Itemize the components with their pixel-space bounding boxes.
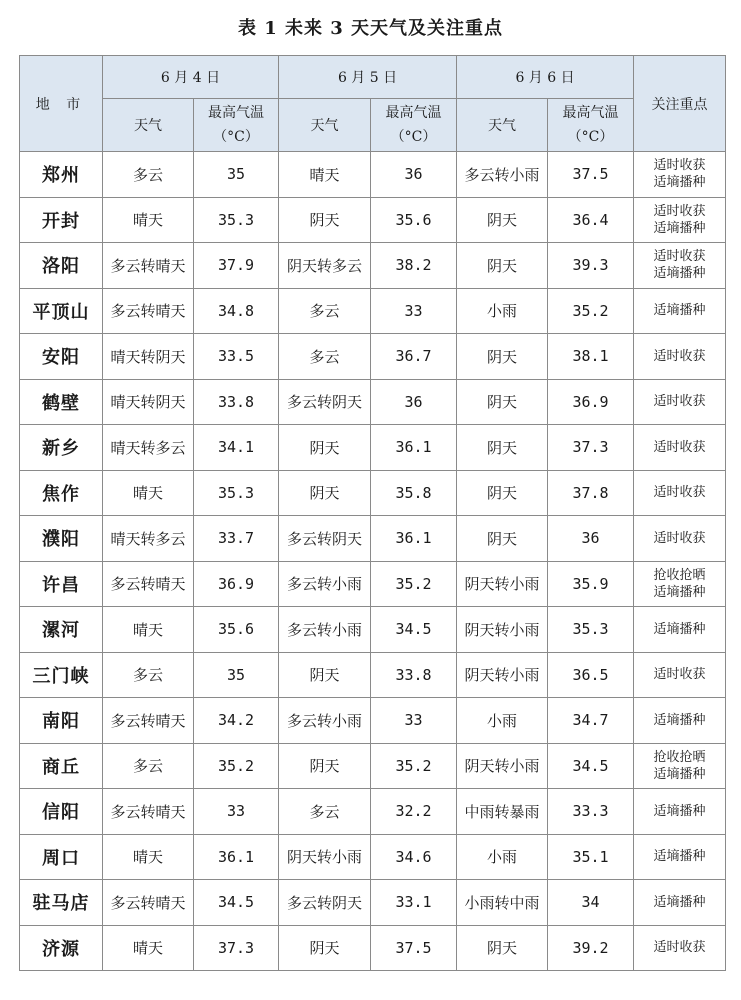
temp-day3-cell: 34.5 xyxy=(548,743,634,789)
temp-day3-cell: 36.5 xyxy=(548,652,634,698)
temp-day1-cell: 36.9 xyxy=(194,561,279,607)
header-temp-label: 最高气温 xyxy=(385,105,442,121)
weather-day3-cell: 阴天 xyxy=(457,334,548,380)
temp-day1-cell: 34.2 xyxy=(194,698,279,744)
table-row xyxy=(20,652,726,698)
focus-cell xyxy=(634,743,726,789)
temp-day3-cell: 36 xyxy=(548,516,634,562)
header-city: 地 市 xyxy=(20,56,103,152)
weather-day2-cell: 多云 xyxy=(279,334,371,380)
weather-day2-cell: 多云转小雨 xyxy=(279,607,371,653)
focus-cell xyxy=(634,197,726,243)
focus-cell xyxy=(634,152,726,198)
temp-day2-cell: 32.2 xyxy=(371,789,457,835)
table-row xyxy=(20,516,726,562)
weather-day2-cell: 阴天 xyxy=(279,652,371,698)
header-weather-2: 天气 xyxy=(279,99,371,152)
weather-day1-cell: 多云转晴天 xyxy=(103,288,194,334)
temp-day3-cell: 37.3 xyxy=(548,425,634,471)
temp-day2-cell: 36.1 xyxy=(371,425,457,471)
temp-day2-cell: 34.6 xyxy=(371,834,457,880)
temp-day1-cell: 33.5 xyxy=(194,334,279,380)
focus-item: 适时收获 xyxy=(653,348,706,364)
weather-day3-cell: 小雨 xyxy=(457,698,548,744)
weather-day3-cell: 阴天 xyxy=(457,425,548,471)
temp-day3-cell: 38.1 xyxy=(548,334,634,380)
temp-day2-cell: 35.6 xyxy=(371,197,457,243)
focus-item: 适墒播种 xyxy=(653,220,706,236)
temp-day1-cell: 33.7 xyxy=(194,516,279,562)
focus-item: 适时收获 xyxy=(653,158,706,174)
weather-day2-cell: 阴天转小雨 xyxy=(279,834,371,880)
focus-cell xyxy=(634,834,726,880)
temp-day3-cell: 34.7 xyxy=(548,698,634,744)
focus-item: 适墒播种 xyxy=(653,175,706,191)
temp-day1-cell: 35.2 xyxy=(194,743,279,789)
temp-day2-cell: 34.5 xyxy=(371,607,457,653)
header-weather-1: 天气 xyxy=(103,99,194,152)
weather-day1-cell: 晴天转多云 xyxy=(103,425,194,471)
focus-item: 抢收抢晒 xyxy=(653,567,706,583)
temp-day1-cell: 37.3 xyxy=(194,925,279,971)
table-body xyxy=(20,152,726,971)
weather-day1-cell: 晴天转阴天 xyxy=(103,334,194,380)
weather-day3-cell: 小雨转中雨 xyxy=(457,880,548,926)
temp-day2-cell: 35.2 xyxy=(371,743,457,789)
temp-day2-cell: 36.7 xyxy=(371,334,457,380)
table-row xyxy=(20,152,726,198)
temp-day1-cell: 33 xyxy=(194,789,279,835)
weather-day3-cell: 多云转小雨 xyxy=(457,152,548,198)
weather-day2-cell: 阴天 xyxy=(279,197,371,243)
city-cell: 商丘 xyxy=(20,743,103,789)
weather-day3-cell: 小雨 xyxy=(457,288,548,334)
focus-cell xyxy=(634,334,726,380)
focus-item: 适墒播种 xyxy=(653,803,706,819)
weather-day1-cell: 晴天转多云 xyxy=(103,516,194,562)
temp-day2-cell: 36 xyxy=(371,152,457,198)
temp-day3-cell: 37.5 xyxy=(548,152,634,198)
city-cell: 开封 xyxy=(20,197,103,243)
weather-day3-cell: 阴天 xyxy=(457,197,548,243)
weather-day2-cell: 阴天 xyxy=(279,470,371,516)
temp-day3-cell: 35.1 xyxy=(548,834,634,880)
table-row xyxy=(20,561,726,607)
weather-day2-cell: 晴天 xyxy=(279,152,371,198)
table-row xyxy=(20,288,726,334)
weather-day2-cell: 多云 xyxy=(279,288,371,334)
weather-day1-cell: 晴天 xyxy=(103,925,194,971)
temp-day1-cell: 36.1 xyxy=(194,834,279,880)
city-cell: 焦作 xyxy=(20,470,103,516)
weather-day3-cell: 小雨 xyxy=(457,834,548,880)
table-row xyxy=(20,834,726,880)
focus-item: 适时收获 xyxy=(653,394,706,410)
table-row xyxy=(20,379,726,425)
focus-cell xyxy=(634,470,726,516)
header-temp-3 xyxy=(548,99,634,152)
weather-day1-cell: 晴天 xyxy=(103,470,194,516)
weather-day3-cell: 阴天转小雨 xyxy=(457,607,548,653)
weather-day2-cell: 阴天 xyxy=(279,425,371,471)
table-row xyxy=(20,925,726,971)
temp-day3-cell: 35.9 xyxy=(548,561,634,607)
weather-day1-cell: 多云转晴天 xyxy=(103,561,194,607)
table-row xyxy=(20,470,726,516)
focus-item: 适时收获 xyxy=(653,485,706,501)
temp-day2-cell: 33.1 xyxy=(371,880,457,926)
temp-day2-cell: 36 xyxy=(371,379,457,425)
city-cell: 南阳 xyxy=(20,698,103,744)
header-date-2: 6 月 5 日 xyxy=(279,56,457,99)
temp-day1-cell: 35.6 xyxy=(194,607,279,653)
table-row xyxy=(20,243,726,289)
header-row-fields xyxy=(20,99,726,152)
temp-day1-cell: 34.5 xyxy=(194,880,279,926)
focus-cell xyxy=(634,607,726,653)
weather-day1-cell: 多云 xyxy=(103,152,194,198)
weather-day3-cell: 阴天 xyxy=(457,379,548,425)
table-row xyxy=(20,698,726,744)
weather-day1-cell: 多云转晴天 xyxy=(103,789,194,835)
focus-cell xyxy=(634,561,726,607)
weather-day1-cell: 多云转晴天 xyxy=(103,880,194,926)
focus-cell xyxy=(634,789,726,835)
temp-day2-cell: 36.1 xyxy=(371,516,457,562)
focus-cell xyxy=(634,698,726,744)
city-cell: 郑州 xyxy=(20,152,103,198)
city-cell: 濮阳 xyxy=(20,516,103,562)
focus-cell xyxy=(634,243,726,289)
table-title: 表 1 未来 3 天天气及关注重点 xyxy=(237,18,504,39)
city-cell: 驻马店 xyxy=(20,880,103,926)
focus-cell xyxy=(634,880,726,926)
focus-item: 适墒播种 xyxy=(653,712,706,728)
city-cell: 平顶山 xyxy=(20,288,103,334)
weather-day1-cell: 晴天 xyxy=(103,834,194,880)
header-row-dates xyxy=(20,56,726,99)
city-cell: 周口 xyxy=(20,834,103,880)
temp-day3-cell: 33.3 xyxy=(548,789,634,835)
header-date-3: 6 月 6 日 xyxy=(457,56,634,99)
focus-item: 适墒播种 xyxy=(653,266,706,282)
focus-item: 抢收抢晒 xyxy=(653,749,706,765)
focus-item: 适时收获 xyxy=(653,439,706,455)
temp-day1-cell: 35 xyxy=(194,152,279,198)
header-temp-label: 最高气温 xyxy=(562,105,619,121)
header-date-1: 6 月 4 日 xyxy=(103,56,279,99)
weather-day1-cell: 晴天 xyxy=(103,197,194,243)
focus-item: 适墒播种 xyxy=(653,766,706,782)
weather-day3-cell: 中雨转暴雨 xyxy=(457,789,548,835)
city-cell: 信阳 xyxy=(20,789,103,835)
table-row xyxy=(20,334,726,380)
weather-table xyxy=(19,55,726,971)
weather-day3-cell: 阴天转小雨 xyxy=(457,743,548,789)
header-temp-1 xyxy=(194,99,279,152)
header-weather-3: 天气 xyxy=(457,99,548,152)
city-cell: 许昌 xyxy=(20,561,103,607)
weather-day2-cell: 多云转阴天 xyxy=(279,880,371,926)
temp-day2-cell: 33 xyxy=(371,288,457,334)
focus-item: 适墒播种 xyxy=(653,894,706,910)
weather-day3-cell: 阴天 xyxy=(457,243,548,289)
temp-day1-cell: 35.3 xyxy=(194,197,279,243)
weather-day1-cell: 多云转晴天 xyxy=(103,243,194,289)
focus-item: 适时收获 xyxy=(653,530,706,546)
focus-cell xyxy=(634,425,726,471)
focus-cell xyxy=(634,925,726,971)
weather-day1-cell: 晴天 xyxy=(103,607,194,653)
focus-cell xyxy=(634,516,726,562)
focus-item: 适时收获 xyxy=(653,667,706,683)
table-row xyxy=(20,880,726,926)
weather-day2-cell: 多云转阴天 xyxy=(279,379,371,425)
weather-day3-cell: 阴天 xyxy=(457,925,548,971)
weather-day3-cell: 阴天 xyxy=(457,470,548,516)
weather-day3-cell: 阴天转小雨 xyxy=(457,652,548,698)
weather-day2-cell: 多云转小雨 xyxy=(279,698,371,744)
temp-day3-cell: 36.4 xyxy=(548,197,634,243)
temp-day3-cell: 39.3 xyxy=(548,243,634,289)
temp-day2-cell: 37.5 xyxy=(371,925,457,971)
table-row xyxy=(20,789,726,835)
focus-item: 适墒播种 xyxy=(653,849,706,865)
temp-day2-cell: 35.8 xyxy=(371,470,457,516)
focus-item: 适时收获 xyxy=(653,203,706,219)
weather-day1-cell: 晴天转阴天 xyxy=(103,379,194,425)
city-cell: 漯河 xyxy=(20,607,103,653)
temp-day1-cell: 35.3 xyxy=(194,470,279,516)
table-row xyxy=(20,607,726,653)
weather-day2-cell: 阴天 xyxy=(279,925,371,971)
weather-day1-cell: 多云 xyxy=(103,743,194,789)
focus-item: 适墒播种 xyxy=(653,621,706,637)
temp-day2-cell: 33.8 xyxy=(371,652,457,698)
weather-day1-cell: 多云转晴天 xyxy=(103,698,194,744)
header-temp-unit: （°C） xyxy=(567,129,614,145)
city-cell: 洛阳 xyxy=(20,243,103,289)
weather-day2-cell: 多云 xyxy=(279,789,371,835)
weather-day2-cell: 阴天 xyxy=(279,743,371,789)
weather-day2-cell: 多云转阴天 xyxy=(279,516,371,562)
header-temp-unit: （°C） xyxy=(390,129,437,145)
weather-day3-cell: 阴天转小雨 xyxy=(457,561,548,607)
temp-day1-cell: 34.1 xyxy=(194,425,279,471)
city-cell: 鹤壁 xyxy=(20,379,103,425)
header-temp-2 xyxy=(371,99,457,152)
table-row xyxy=(20,425,726,471)
header-focus: 关注重点 xyxy=(634,56,726,152)
focus-item: 适墒播种 xyxy=(653,584,706,600)
weather-day2-cell: 多云转小雨 xyxy=(279,561,371,607)
focus-cell xyxy=(634,652,726,698)
temp-day3-cell: 37.8 xyxy=(548,470,634,516)
temp-day1-cell: 33.8 xyxy=(194,379,279,425)
focus-item: 适墒播种 xyxy=(653,303,706,319)
city-cell: 新乡 xyxy=(20,425,103,471)
temp-day1-cell: 37.9 xyxy=(194,243,279,289)
city-cell: 安阳 xyxy=(20,334,103,380)
focus-cell xyxy=(634,379,726,425)
temp-day3-cell: 39.2 xyxy=(548,925,634,971)
temp-day1-cell: 35 xyxy=(194,652,279,698)
table-row xyxy=(20,197,726,243)
temp-day1-cell: 34.8 xyxy=(194,288,279,334)
temp-day2-cell: 35.2 xyxy=(371,561,457,607)
weather-day2-cell: 阴天转多云 xyxy=(279,243,371,289)
table-row xyxy=(20,743,726,789)
header-temp-label: 最高气温 xyxy=(208,105,264,121)
temp-day3-cell: 34 xyxy=(548,880,634,926)
temp-day3-cell: 35.2 xyxy=(548,288,634,334)
weather-day1-cell: 多云 xyxy=(103,652,194,698)
city-cell: 三门峡 xyxy=(20,652,103,698)
weather-day3-cell: 阴天 xyxy=(457,516,548,562)
temp-day3-cell: 35.3 xyxy=(548,607,634,653)
header-temp-unit: （°C） xyxy=(213,129,259,145)
focus-cell xyxy=(634,288,726,334)
temp-day2-cell: 38.2 xyxy=(371,243,457,289)
focus-item: 适时收获 xyxy=(653,249,706,265)
city-cell: 济源 xyxy=(20,925,103,971)
temp-day3-cell: 36.9 xyxy=(548,379,634,425)
focus-item: 适时收获 xyxy=(653,940,706,956)
temp-day2-cell: 33 xyxy=(371,698,457,744)
